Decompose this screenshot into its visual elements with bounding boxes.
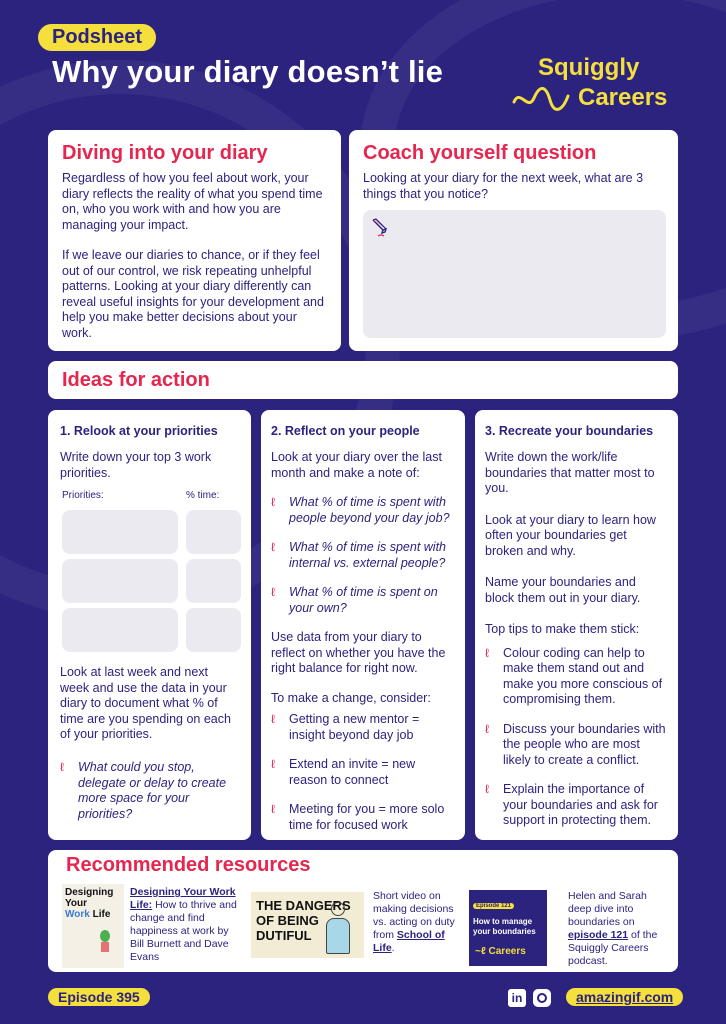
diving-heading: Diving into your diary [62,142,268,164]
pencil-icon [369,216,391,238]
squiggle-bullet-icon: ℓ [271,757,275,771]
col2-heading: 2. Reflect on your people [271,424,420,438]
podcast-thumb-brand [475,946,526,957]
col2-c3: Meeting for you = more solo time for focused work [289,802,445,832]
col3-heading: 3. Recreate your boundaries [485,424,654,438]
coach-card [349,130,678,351]
col1-intro: Write down your top 3 work priorities. [60,450,212,480]
col3-t2: Discuss your boundaries with the people who are most likely to create a conflict. [503,721,666,767]
col1-heading: 1. Relook at your priorities [60,424,218,438]
list-item [485,782,668,829]
time-label: % time: [186,490,220,501]
book-cover-line3a: Work [65,909,90,920]
priority-field-2[interactable] [62,559,178,603]
list-item [271,585,455,616]
col2-consider: To make a change, consider: [271,690,431,705]
podcast-thumb-title: How to manage your boundaries [473,917,536,936]
priority-field-1[interactable] [62,510,178,554]
col3-p2: Look at your diary to learn how often your boundaries get broken and why. [485,512,656,558]
col-priorities [48,410,251,840]
ideas-banner [48,361,678,399]
time-field-3[interactable] [186,608,241,652]
col2-q3: What % of time is spent on your own? [289,585,438,615]
squiggle-bullet-icon: ℓ [271,540,275,554]
podcast-description [568,890,668,968]
priorities-label: Priorities: [62,490,104,501]
time-field-2[interactable] [186,559,241,603]
col2-q2: What % of time is spent with internal vs. external people? [289,540,447,570]
podsheet-tag: Podsheet [38,24,156,51]
col3-p1: Write down the work/life boundaries that matter most to you. [485,450,655,495]
list-item [60,760,242,822]
squiggle-bullet-icon: ℓ [271,495,275,509]
video-thumb-line3: DUTIFUL [256,928,312,943]
col3-p3: Name your boundaries and block them out in your diary. [485,575,641,605]
episode-121-link[interactable]: episode 121 [568,929,629,941]
squiggle-bullet-icon: ℓ [60,760,64,774]
col3-t1: Colour coding can help to make them stand out and make you more conscious of compromising them. [503,645,663,706]
logo-line1: Squiggly [538,54,640,81]
book-cover-line3b: Life [92,909,111,920]
coach-question: Looking at your diary for the next week, what are 3 things that you notice? [363,171,644,201]
col-boundaries [475,410,678,840]
video-thumb-line2: OF BEING [256,913,319,928]
col2-c1: Getting a new mentor = insight beyond day job [289,712,420,742]
podcast-thumbnail[interactable] [469,890,547,966]
school-of-life-link[interactable]: School of Life [373,929,445,954]
logo-line2: Careers [578,84,668,111]
instagram-icon[interactable] [533,989,551,1007]
person-illustration-icon [323,902,353,956]
diving-card [48,130,341,351]
diving-para2: If we leave our diaries to chance, or if they feel out of our control, we risk repeating unhelpful patterns. Looking at your diary differently can reveal useful insights for your development and help you make better decisions about your work. [62,248,324,340]
time-field-1[interactable] [186,510,241,554]
list-item [271,757,455,788]
squiggle-bullet-icon: ℓ [485,721,489,736]
squiggle-bullet-icon: ℓ [485,782,489,796]
col1-question: What could you stop, delegate or delay to create more space for your priorities? [78,760,227,821]
page-title: Why your diary doesn’t lie [52,54,444,89]
book-title-link[interactable]: Designing Your Work Life: [130,886,236,911]
linkedin-icon[interactable]: in [508,989,526,1007]
squiggle-icon [510,84,580,114]
book-description [130,886,242,964]
diving-para1: Regardless of how you feel about work, your diary reflects the reality of what you spend time on, who you work with and how you are managing your impact. [62,171,323,232]
col3-p4: Top tips to make them stick: [485,622,640,636]
website-link[interactable]: amazingif.com [566,988,683,1006]
video-thumb-line1: THE DANGERS [256,898,351,913]
list-item [271,540,455,571]
podcast-desc-b: of the Squiggly Careers podcast. [568,929,658,967]
squiggle-bullet-icon: ℓ [271,585,275,599]
col1-body: Look at last week and next week and use the data in your diary to document what % of time are you spending on each of your priorities. [60,665,231,741]
book-cover[interactable] [62,884,124,968]
priority-field-3[interactable] [62,608,178,652]
squiggle-bullet-icon: ℓ [485,645,489,660]
book-cover-line2: Your [65,898,88,909]
list-item [485,722,668,769]
list-item [485,646,668,708]
col2-intro: Look at your diary over the last month and make a note of: [271,450,442,480]
episode-badge: Episode 395 [48,988,150,1006]
resources-heading: Recommended resources [66,854,311,876]
col2-q1: What % of time is spent with people beyond your day job? [289,495,450,525]
squiggly-careers-logo [510,52,690,116]
book-cover-line1: Designing [65,887,114,898]
podcast-thumb-episode: Episode 121 [473,903,514,909]
coach-heading: Coach yourself question [363,142,597,164]
col3-t3: Explain the importance of your boundaries and ask for support in protecting them. [503,782,658,827]
col2-c2: Extend an invite = new reason to connect [289,757,416,787]
list-item [271,712,455,743]
podcast-thumb-brand-text: Careers [488,946,526,957]
col2-body: Use data from your diary to reflect on whether you have the right balance for right now. [271,630,446,675]
squiggle-bullet-icon: ℓ [271,712,275,726]
book-plant-icon [98,930,112,952]
video-desc: Short video on making decisions vs. acting on duty from [373,890,455,941]
list-item [271,802,455,833]
resources-card [48,850,678,972]
podcast-desc-a: Helen and Sarah deep dive into boundaries on [568,890,647,928]
video-thumbnail[interactable] [251,892,364,958]
coach-answer-box[interactable] [363,210,666,338]
ideas-heading: Ideas for action [62,369,210,391]
squiggle-bullet-icon: ℓ [271,802,275,816]
video-description: Short video on making decisions vs. acting on duty from School of Life. [373,890,455,954]
squiggle-mini-icon: ~ℓ [475,946,486,957]
book-desc: How to thrive and change and find happiness at work by Bill Burnett and Dave Evans [130,899,237,963]
list-item [271,495,455,526]
col-people [261,410,465,840]
